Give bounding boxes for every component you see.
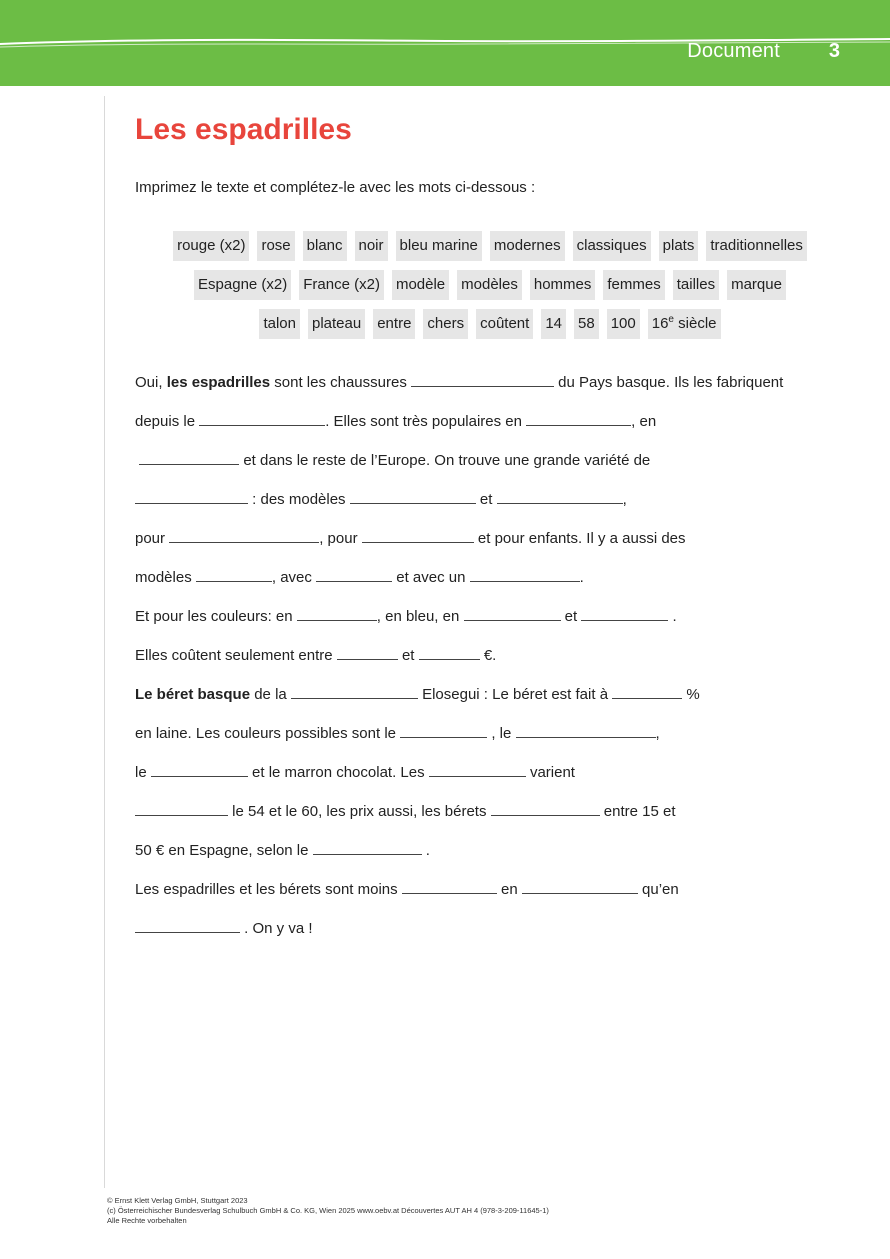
blank [612, 684, 682, 699]
margin-divider [104, 96, 105, 1188]
word-chip: talon [259, 309, 300, 339]
blank [297, 606, 377, 621]
text-line: et dans le reste de l’Europe. On trouve une grande variété de [135, 441, 835, 480]
text-line: depuis le . Elles sont très populaires en , en [135, 413, 657, 430]
text-line: Elles coûtent seulement entre et €. [135, 647, 497, 664]
text-line: le 54 et le 60, les prix aussi, les bérets entre 15 et [135, 792, 835, 831]
word-chip: femmes [603, 270, 664, 300]
blank [497, 489, 623, 504]
blank [313, 840, 422, 855]
header-band [0, 0, 890, 86]
word-chip: classiques [573, 231, 651, 261]
blank [491, 801, 600, 816]
blank [429, 762, 526, 777]
blank [516, 723, 656, 738]
word-chip: modèle [392, 270, 449, 300]
blank [139, 450, 239, 465]
word-chip: 14 [541, 309, 566, 339]
text-line: Le béret basque de la Elosegui : Le béret est fait à % [135, 686, 700, 703]
blank [419, 645, 480, 660]
section-label: Document [687, 40, 780, 62]
blank [350, 489, 476, 504]
word-chip: traditionnelles [706, 231, 807, 261]
text-line: : des modèles et , [135, 480, 835, 519]
blank [291, 684, 418, 699]
word-chip: Espagne (x2) [194, 270, 291, 300]
word-chip: plateau [308, 309, 365, 339]
blank [362, 528, 474, 543]
text-line: pour , pour et pour enfants. Il y a aussi des [135, 530, 686, 547]
word-bank-row [135, 270, 845, 300]
text-line: Oui, les espadrilles sont les chaussures du Pays basque. Ils les fabriquent [135, 374, 784, 391]
word-chip: bleu marine [396, 231, 482, 261]
text-line: en laine. Les couleurs possibles sont le , le , [135, 725, 660, 742]
word-chip: rouge (x2) [173, 231, 249, 261]
word-chip: chers [423, 309, 468, 339]
blank [151, 762, 248, 777]
word-chip: modèles [457, 270, 522, 300]
word-bank-row [135, 309, 845, 339]
blank [135, 801, 228, 816]
blank [135, 918, 240, 933]
text-line: le et le marron chocolat. Les varient [135, 764, 575, 781]
blank [470, 567, 580, 582]
blank [526, 411, 631, 426]
word-chip: noir [355, 231, 388, 261]
page-title: Les espadrilles [135, 113, 352, 146]
word-chip: 58 [574, 309, 599, 339]
word-chip: marque [727, 270, 786, 300]
text-line: modèles , avec et avec un . [135, 569, 584, 586]
blank [411, 372, 554, 387]
word-chip: plats [659, 231, 699, 261]
word-chip-siecle: 16e siècle [648, 309, 721, 339]
word-chip: blanc [303, 231, 347, 261]
word-chip: France (x2) [299, 270, 384, 300]
page-number: 3 [828, 40, 840, 62]
word-chip: tailles [673, 270, 719, 300]
word-chip: hommes [530, 270, 596, 300]
blank [581, 606, 668, 621]
blank [522, 879, 638, 894]
text-line: Et pour les couleurs: en , en bleu, en et . [135, 608, 677, 625]
word-chip: coûtent [476, 309, 533, 339]
blank [199, 411, 325, 426]
blank [400, 723, 487, 738]
text-line: . On y va ! [135, 909, 835, 948]
word-chip: 100 [607, 309, 640, 339]
blank [402, 879, 497, 894]
blank [337, 645, 398, 660]
blank [196, 567, 272, 582]
word-chip: modernes [490, 231, 565, 261]
copyright-footer: © Ernst Klett Verlag GmbH, Stuttgart 2023 (c) Österreichischer Bundesverlag Schulbuch GmbH & Co. KG, Wien 2025 www.oebv.at Découvertes AUT AH 4 (978-3-209-11645-1) Alle Rechte vorbehalten [107, 1196, 549, 1225]
blank [135, 489, 248, 504]
cloze-text [135, 363, 835, 948]
blank [464, 606, 561, 621]
blank [316, 567, 392, 582]
text-line: 50 € en Espagne, selon le . [135, 842, 430, 859]
word-chip: entre [373, 309, 415, 339]
word-bank-row [135, 231, 845, 261]
text-line: Les espadrilles et les bérets sont moins en qu’en [135, 881, 679, 898]
blank [169, 528, 319, 543]
instruction-text: Imprimez le texte et complétez-le avec les mots ci-dessous : [135, 179, 536, 196]
word-chip: rose [257, 231, 294, 261]
